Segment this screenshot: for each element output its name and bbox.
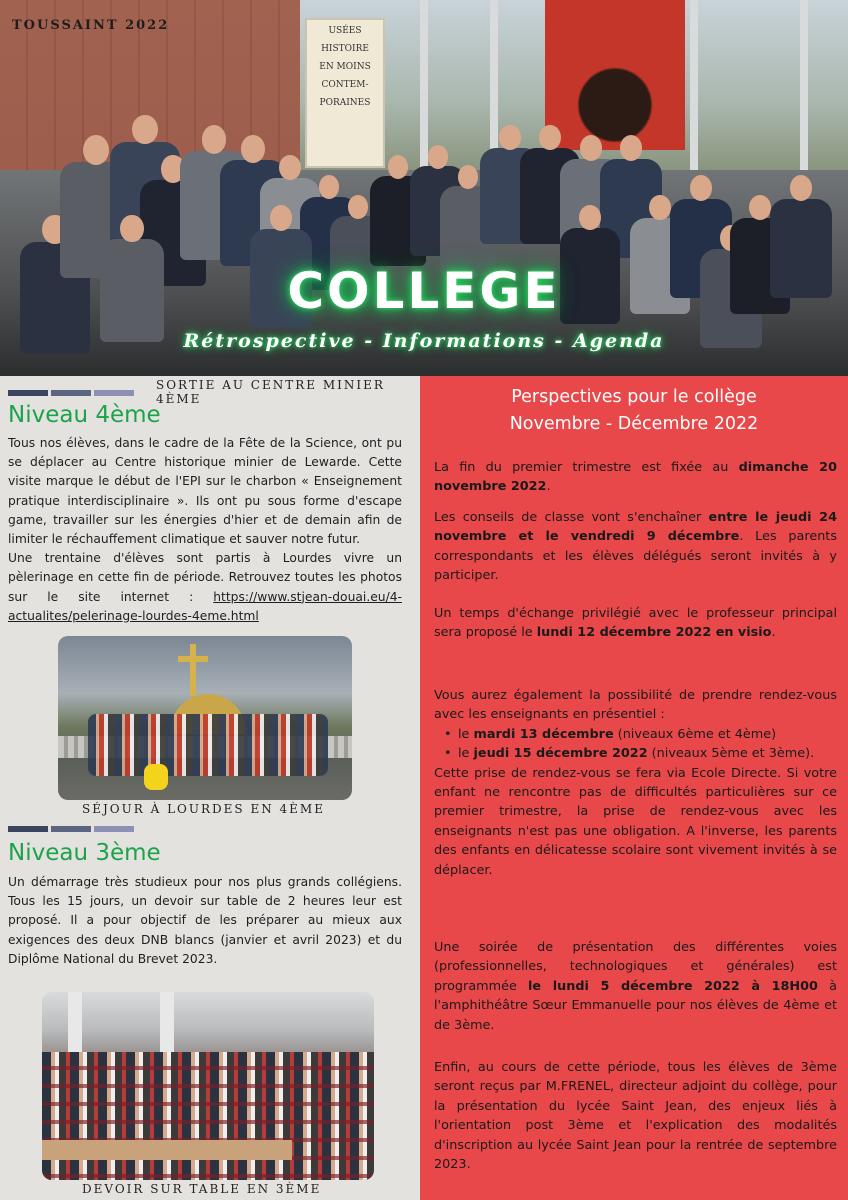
lourdes-photo bbox=[58, 636, 352, 800]
perspectives-panel bbox=[420, 376, 848, 1200]
decorative-bars bbox=[8, 390, 134, 396]
amphitheatre-photo bbox=[42, 992, 374, 1180]
left-column bbox=[0, 376, 420, 1200]
caption-devoir: DEVOIR SUR TABLE EN 3ÈME bbox=[82, 1182, 322, 1196]
perspectives-title: Perspectives pour le collège Novembre - Décembre 2022 bbox=[509, 387, 759, 434]
heading-niveau-3: Niveau 3ème bbox=[8, 840, 161, 866]
page-title: COLLEGE bbox=[287, 262, 561, 320]
caption-centre-minier: SORTIE AU CENTRE MINIER 4ÈME bbox=[156, 378, 385, 406]
paragraph-devoir: Un démarrage très studieux pour nos plus grands collégiens. Tous les 15 jours, un devoir sur table de 2 heures leur est proposé. Il a pour objectif de les préparer au mieux aux exigences des deux DNB blancs (janvier et avril 2023) et du Diplôme National du Brevet 2023. bbox=[8, 875, 402, 966]
students-group-photo bbox=[0, 95, 848, 365]
orientation-evening: Une soirée de présentation des différentes voies (professionnelles, technologiques et générales) est programmée le lundi 5 décembre 2022 à 18H00 à l'amphithéâtre Sœur Emmanuelle pour nos élèves de 4ème et de 3ème. bbox=[434, 940, 837, 1033]
hero-banner bbox=[0, 0, 848, 376]
page-subtitle: Rétrospective - Informations - Agenda bbox=[183, 330, 665, 352]
lycee-presentation: Enfin, au cours de cette période, tous les élèves de 3ème seront reçus par M.FRENEL, directeur adjoint du collège, pour la présentation du lycée Saint Jean, des enjeux liés à l'orientation post 3ème et l'explication des modalités d'inscription au lycée Saint Jean pour la rentrée de septembre 2023. bbox=[434, 1060, 837, 1173]
text-niveau-3 bbox=[8, 873, 402, 969]
appointments: Vous aurez également la possibilité de prendre rendez-vous avec les enseignants en présentiel : • le mardi 13 décembre (niveaux 6ème et 4ème) • le jeudi 15 décembre 2022 (niveaux 5ème et 3ème). Cette prise de rendez-vous se fera via Ecole Directe. Si votre enfant ne rencontre pas de difficultés particulières sur ce premier trimestre, la prise de rendez-vous avec les enseignants n'est pas une obligation. A l'inverse, les parents des enfants en délicatesse scolaire sont vivement invités à se déplacer. bbox=[434, 686, 837, 880]
lourdes-photos-link[interactable]: https://www.stjean-douai.eu/4-actualites/pelerinage-lourdes-4eme.html bbox=[8, 589, 402, 623]
paragraph-lourdes: Une trentaine d'élèves sont partis à Lourdes vivre un pèlerinage en cette fin de période. Retrouvez toutes les photos sur le site internet : https://www.stjean-douai.eu/4-actualites/pelerinage-lourdes-4eme.html bbox=[8, 551, 402, 623]
text-niveau-4 bbox=[8, 434, 402, 626]
list-item: • le jeudi 15 décembre 2022 (niveaux 5ème et 3ème). bbox=[444, 744, 837, 763]
caption-lourdes: SÉJOUR À LOURDES EN 4ÈME bbox=[82, 802, 325, 816]
decorative-bars bbox=[8, 826, 134, 832]
museum-poster: USÉES HISTOIRE EN MOINS CONTEM- PORAINES bbox=[305, 18, 385, 168]
appointment-dates bbox=[434, 725, 837, 764]
class-councils: Les conseils de classe vont s'enchaîner entre le jeudi 24 novembre et le vendredi 9 décembre. Les parents correspondants et les élèves délégués seront invités à y participer. bbox=[434, 510, 837, 584]
trimester-end: La fin du premier trimestre est fixée au dimanche 20 novembre 2022. bbox=[434, 460, 837, 495]
paragraph-epi: Tous nos élèves, dans le cadre de la Fête de la Science, ont pu se déplacer au Centre historique minier de Lewarde. Cette visite marque le début de l'EPI sur le charbon « Enseignement pratique interdisciplinaire ». Ils ont pu sous forme d'escape game, travailler sur les énergies d'hier et de demain afin de limiter le réchauffement climatique et sauver notre futur. bbox=[8, 436, 402, 547]
season-label: TOUSSAINT 2022 bbox=[12, 18, 170, 33]
teacher-meeting: Un temps d'échange privilégié avec le professeur principal sera proposé le lundi 12 décembre 2022 en visio. bbox=[434, 606, 837, 641]
heading-niveau-4: Niveau 4ème bbox=[8, 402, 161, 428]
list-item: • le mardi 13 décembre (niveaux 6ème et 4ème) bbox=[444, 725, 837, 744]
